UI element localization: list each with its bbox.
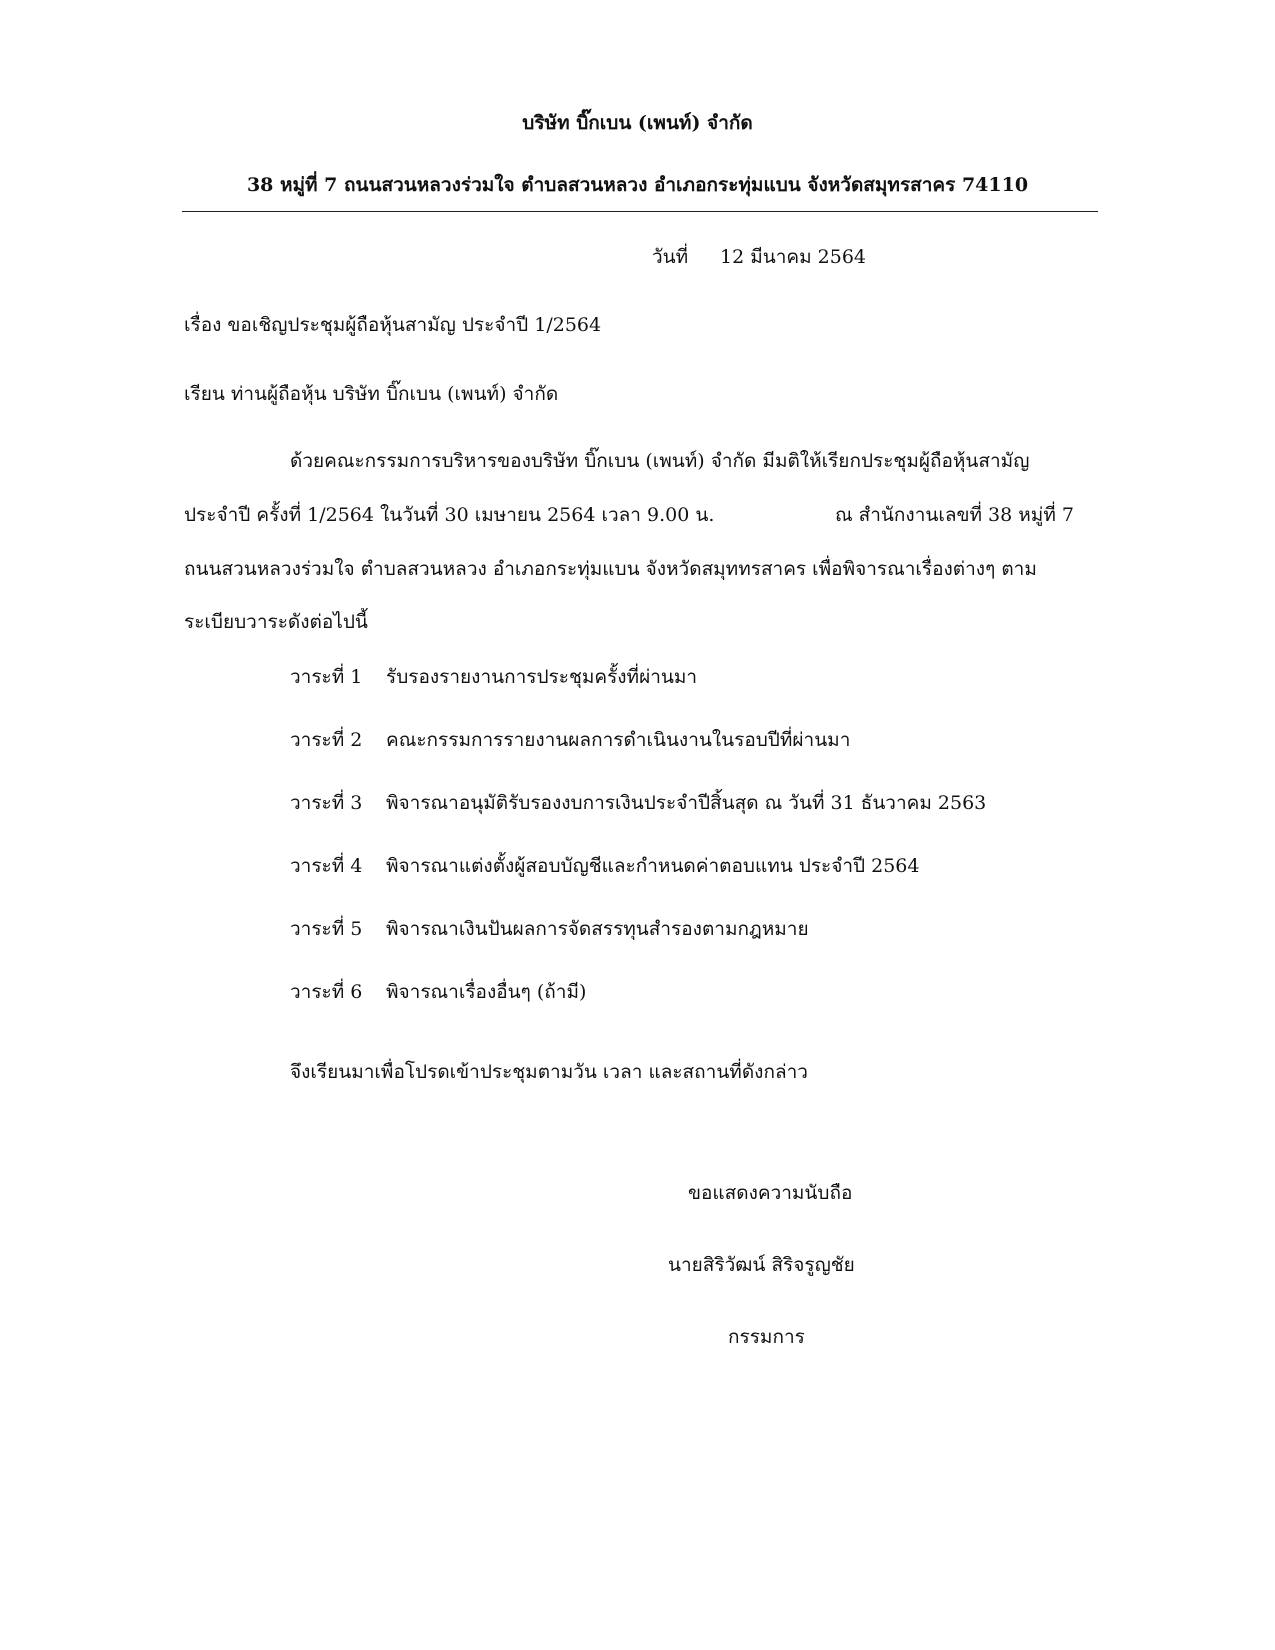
- body-line-4: ระเบียบวาระดังต่อไปนี้: [184, 611, 368, 633]
- body-line-2-start: ประจำปี ครั้งที่ 1/2564 ในวันที่ 30 เมษายน 2564 เวลา 9.00 น.: [184, 504, 715, 526]
- date-label: วันที่: [652, 246, 689, 268]
- company-address: 38 หมู่ที่ 7 ถนนสวนหลวงร่วมใจ ตำบลสวนหลวง อำเภอกระทุ่มแบน จังหวัดสมุทรสาคร 74110: [246, 174, 1029, 196]
- agenda-item-6-text: พิจารณาเรื่องอื่นๆ (ถ้ามี): [386, 981, 587, 1003]
- agenda-item-3-number: วาระที่ 3: [290, 792, 363, 814]
- agenda-item-1-number: วาระที่ 1: [290, 666, 363, 688]
- header-divider: [182, 211, 1098, 212]
- agenda-item-4-number: วาระที่ 4: [290, 855, 363, 877]
- agenda-item-2-text: คณะกรรมการรายงานผลการดำเนินงานในรอบปีที่ผ่านมา: [386, 729, 851, 751]
- body-line-3: ถนนสวนหลวงร่วมใจ ตำบลสวนหลวง อำเภอกระทุ่มแบน จังหวัดสมุททรสาคร เพื่อพิจารณาเรื่องต่างๆ ตาม: [184, 558, 1037, 580]
- closing-line: จึงเรียนมาเพื่อโปรดเข้าประชุมตามวัน เวลา และสถานที่ดังกล่าว: [290, 1061, 808, 1083]
- body-line-2-end: ณ สำนักงานเลขที่ 38 หมู่ที่ 7: [835, 504, 1074, 526]
- body-line-1: ด้วยคณะกรรมการบริหารของบริษัท บิ๊กเบน (เพนท์) จำกัด มีมติให้เรียกประชุมผู้ถือหุ้นสามัญ: [290, 450, 1030, 472]
- date-value: 12 มีนาคม 2564: [720, 246, 867, 268]
- agenda-item-1-text: รับรองรายงานการประชุมครั้งที่ผ่านมา: [386, 666, 698, 688]
- agenda-item-6-number: วาระที่ 6: [290, 981, 363, 1003]
- agenda-item-2-number: วาระที่ 2: [290, 729, 363, 751]
- recipient-line: เรียน ท่านผู้ถือหุ้น บริษัท บิ๊กเบน (เพนท์) จำกัด: [184, 383, 559, 405]
- subject-line: เรื่อง ขอเชิญประชุมผู้ถือหุ้นสามัญ ประจำปี 1/2564: [184, 314, 602, 336]
- agenda-item-3-text: พิจารณาอนุมัติรับรองงบการเงินประจำปีสิ้นสุด ณ วันที่ 31 ธันวาคม 2563: [386, 792, 987, 814]
- agenda-item-5-text: พิจารณาเงินปันผลการจัดสรรทุนสำรองตามกฎหมาย: [386, 918, 809, 940]
- agenda-item-4-text: พิจารณาแต่งตั้งผู้สอบบัญชีและกำหนดค่าตอบแทน ประจำปี 2564: [386, 855, 920, 877]
- signature-position: กรรมการ: [728, 1326, 805, 1348]
- agenda-item-5-number: วาระที่ 5: [290, 918, 363, 940]
- signature-regards: ขอแสดงความนับถือ: [688, 1182, 853, 1204]
- signature-name: นายสิริวัฒน์ สิริจรูญชัย: [668, 1254, 855, 1276]
- company-name: บริษัท บิ๊กเบน (เพนท์) จำกัด: [522, 112, 753, 134]
